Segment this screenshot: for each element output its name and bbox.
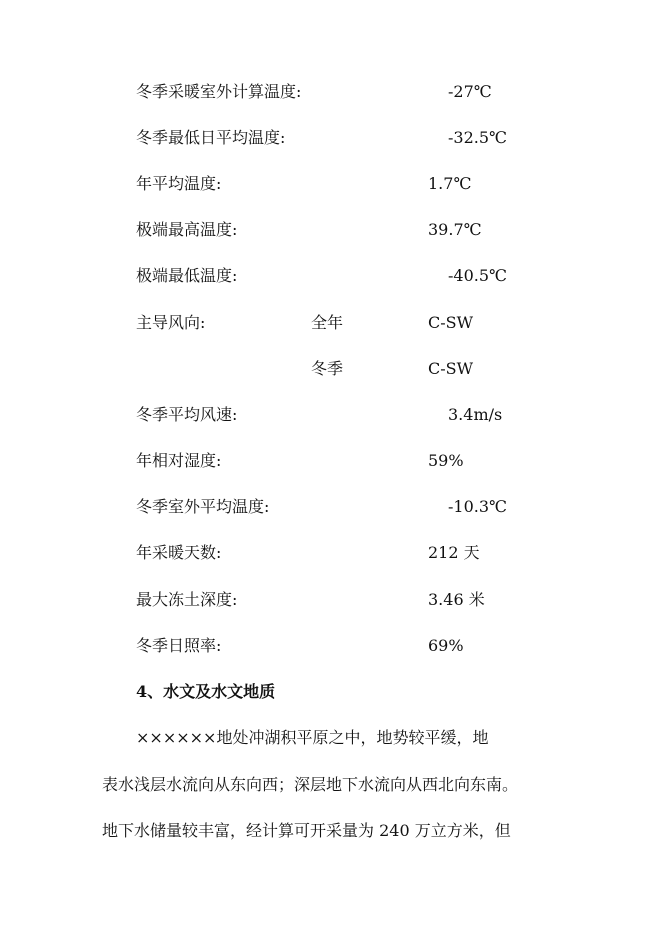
row-value: 59% [428,451,464,470]
climate-row-annual-avg-temp [0,171,662,197]
row-value: -32.5℃ [448,128,507,147]
row-label: 年采暖天数: [136,543,222,562]
climate-row-extreme-min-temp [0,263,662,289]
row-label: 年相对湿度: [136,451,222,470]
climate-row-extreme-max-temp [0,217,662,243]
row-label: 冬季室外平均温度: [136,497,270,516]
row-label: 冬季平均风速: [136,405,238,424]
row-label: 主导风向: [136,313,206,332]
climate-row-winter-wind-speed [0,402,662,428]
climate-row-sunshine-rate [0,633,662,659]
row-value: 212 天 [428,543,480,562]
climate-row-winter-outdoor-avg-temp [0,494,662,520]
climate-row-wind-direction-annual [0,310,662,336]
paragraph-line: ××××××地处冲湖积平原之中，地势较平缓，地 [136,728,489,747]
climate-row-frost-depth [0,587,662,613]
climate-row-heating-outdoor-temp [0,79,662,105]
row-value: -10.3℃ [448,497,507,516]
climate-row-min-daily-avg-temp [0,125,662,151]
row-value: C-SW [428,359,474,378]
paragraph-line: 地下水储量较丰富，经计算可开采量为 240 万立方米，但 [102,821,511,840]
row-value: 69% [428,636,464,655]
row-label: 年平均温度: [136,174,222,193]
row-value: -27℃ [448,82,492,101]
row-value: -40.5℃ [448,266,507,285]
row-value: 1.7℃ [428,174,472,193]
row-value: 3.46 米 [428,590,485,609]
row-value: 39.7℃ [428,220,482,239]
row-label: 冬季最低日平均温度: [136,128,286,147]
section-heading: 4、水文及水文地质 [136,682,276,701]
row-sublabel: 冬季 [311,359,344,378]
row-sublabel: 全年 [311,313,344,332]
row-label: 极端最高温度: [136,220,238,239]
row-label: 冬季采暖室外计算温度: [136,82,302,101]
climate-row-relative-humidity [0,448,662,474]
row-label: 最大冻土深度: [136,590,238,609]
climate-row-wind-direction-winter [0,356,662,382]
row-label: 极端最低温度: [136,266,238,285]
row-label: 冬季日照率: [136,636,222,655]
climate-row-heating-days [0,540,662,566]
paragraph-line: 表水浅层水流向从东向西；深层地下水流向从西北向东南。 [102,775,519,794]
row-value: C-SW [428,313,474,332]
row-value: 3.4m/s [448,405,503,424]
